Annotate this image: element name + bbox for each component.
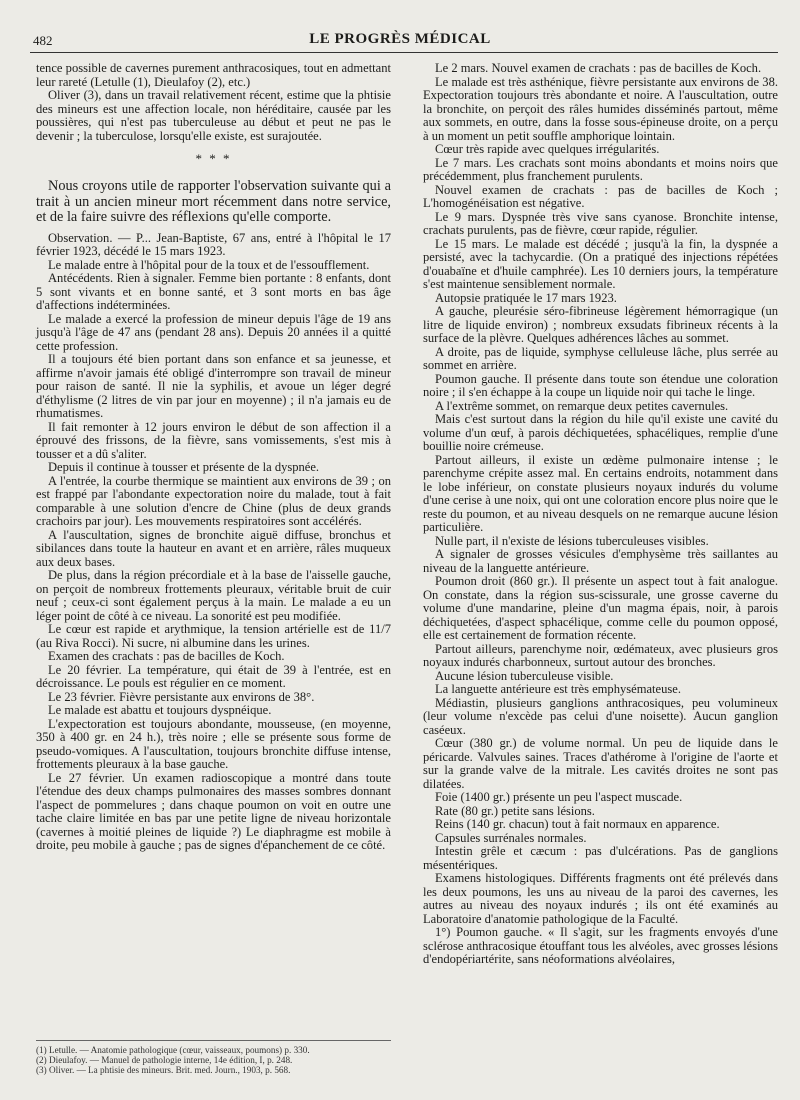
paragraph: A l'extrême sommet, on remarque deux petites cavernules.	[435, 398, 729, 413]
paragraph: Le malade a exercé la profession de mineur depuis l'âge de 19 ans jusqu'à l'âge de 47 ans (pendant 28 ans). Depuis 20 années il a quitté cette profession.	[36, 311, 391, 353]
paragraph: Le 9 mars. Dyspnée très vive sans cyanose. Bronchite intense, crachats purulents, pas de fièvre, cœur rapide, régulier.	[423, 209, 778, 237]
paragraph: Poumon droit (860 gr.). Il présente un aspect tout à fait analogue. On constate, dans la région sus-scissurale, une grosse caverne du volume d'une mandarine, pleine d'un magma épais, noir, à parois déchiquetées, d'aspect sphacélique, comme celle du poumon opposé, elle est certainement de formation récente.	[423, 574, 778, 642]
paragraph: L'expectoration est toujours abondante, mousseuse, (en moyenne, 350 à 400 gr. en 24 h.), très noire ; elle se présente sous forme de pseudo-vomiques. A l'auscultation, toujours bronchite diffuse intense, frottements pleuraux à la base gauche.	[36, 716, 391, 772]
paragraph: Examen des crachats : pas de bacilles de Koch.	[48, 649, 285, 664]
footnotes	[36, 1045, 391, 1075]
left-column	[36, 62, 391, 853]
paragraph: Médiastin, plusieurs ganglions anthracosiques, peu volumineux (leur volume n'excède pas celui d'une noisette). Aucun ganglion caséeux.	[423, 695, 778, 737]
paragraph: Foie (1400 gr.) présente un peu l'aspect muscade.	[435, 790, 683, 804]
paragraph: Examens histologiques. Différents fragments ont été prélevés dans les deux poumons, les uns au niveau de la paroi des cavernes, les autres au niveau des noyaux indurés ; ils ont été examinés au Laboratoire d'anatomie pathologique de la Faculté.	[423, 871, 778, 926]
footnote: (3) Oliver. — La phtisie des mineurs. Brit. med. Journ., 1903, p. 568.	[36, 1065, 291, 1075]
paragraph: Le 7 mars. Les crachats sont moins abondants et moins noirs que précédemment, plus franchement purulents.	[423, 155, 778, 183]
paragraph: Observation. — P... Jean-Baptiste, 67 ans, entré à l'hôpital le 17 février 1923, décédé le 15 mars 1923.	[36, 230, 391, 259]
paragraph: Le 15 mars. Le malade est décédé ; jusqu'à la fin, la dyspnée a persisté, avec la tachycardie. (On a pratiqué des injections répétées d'ouabaïne et d'huile camphrée). Les 10 derniers jours, la température s'est maintenue sensiblement normale.	[423, 236, 778, 291]
paragraph: tence possible de cavernes purement anthracosiques, tout en admettant leur rareté (Letulle (1), Dieulafoy (2), etc.)	[36, 61, 391, 89]
paragraph: Rate (80 gr.) petite sans lésions.	[435, 803, 595, 818]
paragraph: A droite, pas de liquide, symphyse celluleuse lâche, plus serrée au sommet en arrière.	[423, 344, 778, 372]
paragraph: A l'auscultation, signes de bronchite aiguë diffuse, bronchus et sibilances dans toute la hauteur en avant et en arrière, râles muqueux aux deux bases.	[36, 527, 391, 569]
paragraph: Antécédents. Rien à signaler. Femme bien portante : 8 enfants, dont 5 sont vivants et en bonne santé, et 3 sont morts en bas âge d'affections indéterminées.	[36, 271, 391, 313]
paragraph: De plus, dans la région précordiale et à la base de l'aisselle gauche, on perçoit de nombreux frottements pleuraux, véritable bruit de cuir neuf ; ceux-ci sont également perçus à la main. Le malade a eu un léger point de côté à ce niveau. La sonorité est peu modifiée.	[36, 568, 391, 623]
running-title: LE PROGRÈS MÉDICAL	[309, 31, 491, 47]
paragraph: Depuis il continue à tousser et présente de la dyspnée.	[48, 460, 320, 475]
paragraph: Le 2 mars. Nouvel examen de crachats : pas de bacilles de Koch.	[435, 61, 762, 75]
paragraph: Nous croyons utile de rapporter l'observation suivante qui a trait à un ancien mineur mort récemment dans notre service, et de la faire suivre des réflexions qu'elle comporte.	[36, 178, 391, 226]
paragraph: Cœur très rapide avec quelques irrégularités.	[435, 142, 660, 156]
paragraph: Il fait remonter à 12 jours environ le début de son affection il a éprouvé des frissons, de la fièvre, sans vomissements, s'est mis à tousser et a dû s'aliter.	[36, 419, 391, 461]
paragraph: Autopsie pratiquée le 17 mars 1923.	[435, 290, 617, 305]
paragraph: Oliver (3), dans un travail relativement récent, estime que la phtisie des mineurs est une affection locale, non héréditaire, causée par les poussières, qui n'est pas tuberculeuse au début et peut ne pas le devenir ; la tuberculose, lorsqu'elle existe, est surajoutée.	[36, 88, 391, 143]
right-column	[423, 62, 778, 967]
paragraph: Le cœur est rapide et arythmique, la tension artérielle est de 11/7 (au Riva Rocci). Ni sucre, ni albumine dans les urines.	[36, 622, 391, 650]
paragraph: Mais c'est surtout dans la région du hile qu'il existe une cavité du volume d'un œuf, à parois déchiquetées, sphacéliques, remplie d'une bouillie noire crémeuse.	[423, 412, 778, 453]
footnote: (1) Letulle. — Anatomie pathologique (cœur, vaisseaux, poumons) p. 330.	[36, 1045, 310, 1055]
paragraph: Nulle part, il n'existe de lésions tuberculeuses visibles.	[435, 533, 709, 548]
paragraph: Aucune lésion tuberculeuse visible.	[435, 668, 614, 683]
paragraph: Intestin grêle et cæcum : pas d'ulcérations. Pas de ganglions mésentériques.	[423, 844, 778, 872]
paragraph: Le malade entre à l'hôpital pour de la toux et de l'essoufflement.	[48, 257, 370, 272]
paragraph: Le 20 février. La température, qui était de 39 à l'entrée, est en décroissance. Le pouls est régulier en ce moment.	[36, 662, 391, 691]
paragraph: Le malade est très asthénique, fièvre persistante aux environs de 38. Expectoration toujours très abondante et noire. A l'auscultation, outre la bronchite, on perçoit des râles humides disséminés partout, même aux sommets, en outre, dans la fosse sous-épineuse droite, on a perçu à un moment un petit souffle amphorique lointain.	[423, 74, 778, 143]
footnote-rule	[36, 1040, 391, 1041]
section-stars: * * *	[195, 151, 232, 166]
footnote: (2) Dieulafoy. — Manuel de pathologie interne, 14e édition, I, p. 248.	[36, 1055, 293, 1065]
header-rule	[30, 52, 778, 53]
paragraph: 1°) Poumon gauche. « Il s'agit, sur les fragments envoyés d'une sclérose anthracosique étouffant tous les alvéoles, avec grosses lésions d'endopériartérite, sans néoformations alvéolaires,	[423, 925, 778, 966]
page-number: 482	[33, 33, 53, 48]
paragraph: A l'entrée, la courbe thermique se maintient aux environs de 39 ; on est frappé par l'abondante expectoration noire du malade, tout à fait comparable à une solution d'encre de Chine (plus de deux grands crachoirs par jour). Les mouvements respiratoires sont accélérés.	[36, 473, 391, 529]
paragraph: Cœur (380 gr.) de volume normal. Un peu de liquide dans le péricarde. Valvules saines. Traces d'athérome à l'origine de l'aorte et sur la grande valve de la mitrale. Les cavités droites ne sont pas dilatées.	[423, 736, 778, 791]
paragraph: Nouvel examen de crachats : pas de bacilles de Koch ; L'homogénéisation est négative.	[423, 182, 778, 210]
paragraph: Il a toujours été bien portant dans son enfance et sa jeunesse, et affirme n'avoir jamais été obligé d'interrompre son travail de mineur pour raison de santé. Il nie la syphilis, et avoue un léger degré d'éthylisme (2 litres de vin par jour en moyenne) ; il n'a jamais eu de rhumatismes.	[36, 352, 391, 421]
paragraph: La languette antérieure est très emphysémateuse.	[435, 682, 681, 696]
paragraph: A gauche, pleurésie séro-fibrineuse légèrement hémorragique (un litre de liquide environ) ; nombreux exsudats fibrineux récents à la surface de la plèvre. Quelques adhérences lâches au sommet.	[423, 304, 778, 345]
paragraph: Partout ailleurs, parenchyme noir, œdémateux, avec plusieurs gros noyaux indurés charbonneux, surtout autour des bronches.	[423, 641, 778, 669]
paragraph: A signaler de grosses vésicules d'emphysème très saillantes au niveau de la languette antérieure.	[423, 547, 778, 575]
paragraph: Reins (140 gr. chacun) tout à fait normaux en apparence.	[435, 817, 720, 831]
paragraph: Poumon gauche. Il présente dans toute son étendue une coloration noire ; il s'en échappe à la coupe un liquide noir qui tache le linge.	[423, 371, 778, 399]
paragraph: Le 27 février. Un examen radioscopique a montré dans toute l'étendue des deux champs pulmonaires des masses sombres donnant l'aspect de pommelures ; dans chaque poumon on voit en outre une tache claire limitée en bas par une petite ligne de niveau horizontale (cavernes à moitié pleines de liquide ?) Le diaphragme est mobile à droite, peu mobile à gauche ; pas de signes d'épanchement de ce côté.	[36, 770, 391, 853]
paragraph: Capsules surrénales normales.	[435, 830, 587, 845]
paragraph: Partout ailleurs, il existe un œdème pulmonaire intense ; le parenchyme crépite assez mal. En certains endroits, notamment dans le lobe inférieur, on constate plusieurs noyaux indurés du volume d'une cerise à une noix, qui ont une coloration encore plus noire que le reste du poumon, et au niveau desquels on ne remarque aucune lésion particulière.	[423, 452, 778, 534]
paragraph: Le 23 février. Fièvre persistante aux environs de 38°.	[48, 689, 315, 704]
paragraph: Le malade est abattu et toujours dyspnéique.	[48, 703, 272, 718]
